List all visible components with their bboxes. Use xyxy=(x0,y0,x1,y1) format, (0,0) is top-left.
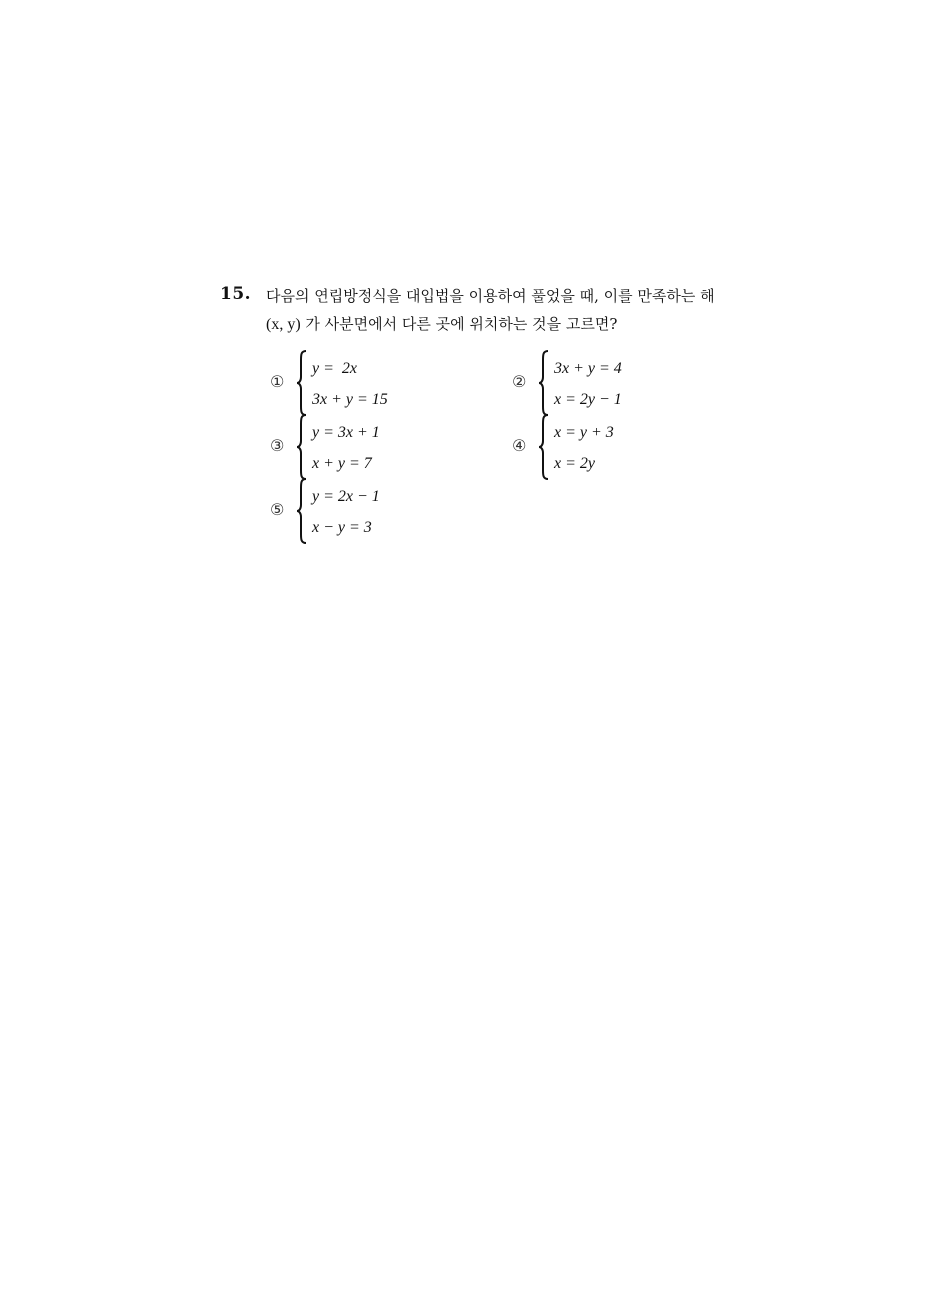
question-stem-line-1: 다음의 연립방정식을 대입법을 이용하여 풀었을 때, 이를 만족하는 해 xyxy=(266,287,715,305)
equation-2: x = 2y − 1 xyxy=(554,391,622,408)
choice-marker: ⑤ xyxy=(270,500,285,519)
left-brace-icon xyxy=(538,350,550,416)
question-stem-rest: 가 사분면에서 다른 곳에 위치하는 것을 고르면? xyxy=(300,315,618,333)
left-brace-icon xyxy=(296,350,308,416)
question-stem-line-2 xyxy=(266,313,617,334)
choice-marker: ② xyxy=(512,372,527,391)
left-brace-icon xyxy=(296,414,308,480)
equation-2: 3x + y = 15 xyxy=(312,391,388,408)
equation-2: x − y = 3 xyxy=(312,519,372,536)
left-brace-icon xyxy=(538,414,550,480)
solution-pair: (x, y) xyxy=(266,316,301,333)
choice-marker: ④ xyxy=(512,436,527,455)
equation-1: x = y + 3 xyxy=(554,424,614,441)
equation-2: x = 2y xyxy=(554,455,595,472)
question-number: 15. xyxy=(220,284,252,304)
equation-1: y = 2x xyxy=(312,360,357,377)
equation-1: y = 2x − 1 xyxy=(312,488,380,505)
left-brace-icon xyxy=(296,478,308,544)
choice-marker: ① xyxy=(270,372,285,391)
choice-marker: ③ xyxy=(270,436,285,455)
equation-1: y = 3x + 1 xyxy=(312,424,380,441)
equation-2: x + y = 7 xyxy=(312,455,372,472)
equation-1: 3x + y = 4 xyxy=(554,360,622,377)
